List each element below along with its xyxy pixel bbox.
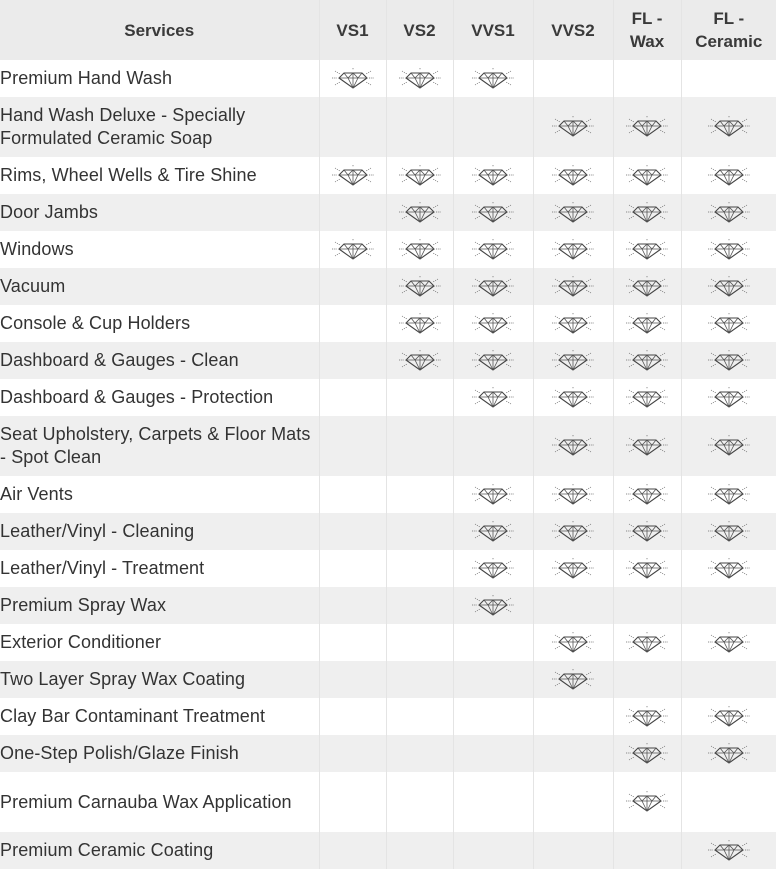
- diamond-icon: [550, 435, 596, 457]
- tier-cell: [613, 698, 681, 735]
- diamond-icon: [706, 165, 752, 187]
- tier-cell: [613, 194, 681, 231]
- tier-cell: [319, 832, 386, 869]
- tier-cell: [386, 550, 453, 587]
- tier-cell: [613, 379, 681, 416]
- tier-cell: [533, 661, 613, 698]
- tier-cell: [319, 661, 386, 698]
- table-row: [0, 513, 776, 550]
- tier-cell: [533, 735, 613, 772]
- tier-cell: [681, 342, 776, 379]
- diamond-icon: [706, 632, 752, 654]
- diamond-icon: [706, 239, 752, 261]
- diamond-icon: [330, 239, 376, 261]
- tier-cell: [681, 379, 776, 416]
- diamond-icon: [706, 840, 752, 862]
- tier-cell: [319, 416, 386, 476]
- tier-cell: [533, 342, 613, 379]
- diamond-icon: [470, 558, 516, 580]
- diamond-icon: [470, 239, 516, 261]
- tier-cell: [453, 194, 533, 231]
- tier-cell: [613, 97, 681, 157]
- table-row: [0, 60, 776, 97]
- diamond-icon: [624, 202, 670, 224]
- tier-cell: [386, 698, 453, 735]
- tier-cell: [613, 735, 681, 772]
- tier-cell: [533, 513, 613, 550]
- service-name: Exterior Conditioner: [0, 624, 319, 661]
- tier-cell: [681, 832, 776, 869]
- diamond-icon: [397, 350, 443, 372]
- tier-cell: [453, 772, 533, 832]
- table-row: [0, 735, 776, 772]
- diamond-icon: [470, 521, 516, 543]
- tier-cell: [319, 268, 386, 305]
- tier-cell: [533, 231, 613, 268]
- tier-cell: [681, 416, 776, 476]
- service-name: One-Step Polish/Glaze Finish: [0, 735, 319, 772]
- service-name: Dashboard & Gauges - Clean: [0, 342, 319, 379]
- diamond-icon: [624, 558, 670, 580]
- service-name: Hand Wash Deluxe - Specially Formulated Ceramic Soap: [0, 97, 319, 157]
- tier-cell: [453, 587, 533, 624]
- service-name: Air Vents: [0, 476, 319, 513]
- table-row: [0, 550, 776, 587]
- diamond-icon: [470, 276, 516, 298]
- tier-cell: [613, 268, 681, 305]
- tier-cell: [613, 342, 681, 379]
- diamond-icon: [470, 165, 516, 187]
- service-name: Dashboard & Gauges - Protection: [0, 379, 319, 416]
- table-row: [0, 97, 776, 157]
- diamond-icon: [706, 558, 752, 580]
- tier-cell: [613, 60, 681, 97]
- tier-cell: [681, 305, 776, 342]
- tier-cell: [453, 231, 533, 268]
- tier-cell: [386, 624, 453, 661]
- table-row: [0, 305, 776, 342]
- tier-cell: [681, 157, 776, 194]
- header-fl-ceramic-label: FL - Ceramic: [695, 9, 763, 51]
- tier-cell: [319, 379, 386, 416]
- diamond-icon: [550, 276, 596, 298]
- tier-cell: [319, 97, 386, 157]
- table-row: [0, 157, 776, 194]
- tier-cell: [613, 624, 681, 661]
- tier-cell: [613, 416, 681, 476]
- tier-cell: [319, 735, 386, 772]
- diamond-icon: [397, 68, 443, 90]
- tier-cell: [613, 832, 681, 869]
- diamond-icon: [550, 669, 596, 691]
- diamond-icon: [624, 239, 670, 261]
- tier-cell: [386, 342, 453, 379]
- diamond-icon: [397, 313, 443, 335]
- diamond-icon: [397, 202, 443, 224]
- header-vvs2: VVS2: [533, 0, 613, 60]
- diamond-icon: [706, 202, 752, 224]
- table-row: [0, 416, 776, 476]
- diamond-icon: [550, 387, 596, 409]
- header-vs2: VS2: [386, 0, 453, 60]
- diamond-icon: [624, 484, 670, 506]
- diamond-icon: [550, 350, 596, 372]
- tier-cell: [386, 661, 453, 698]
- tier-cell: [453, 379, 533, 416]
- tier-cell: [681, 60, 776, 97]
- diamond-icon: [470, 387, 516, 409]
- tier-cell: [681, 735, 776, 772]
- tier-cell: [453, 60, 533, 97]
- tier-cell: [681, 772, 776, 832]
- table-row: [0, 342, 776, 379]
- tier-cell: [533, 698, 613, 735]
- diamond-icon: [470, 313, 516, 335]
- diamond-icon: [624, 313, 670, 335]
- tier-cell: [453, 268, 533, 305]
- tier-cell: [681, 624, 776, 661]
- tier-cell: [613, 550, 681, 587]
- service-name: Seat Upholstery, Carpets & Floor Mats - Spot Clean: [0, 416, 319, 476]
- tier-cell: [613, 476, 681, 513]
- tier-cell: [453, 735, 533, 772]
- tier-cell: [386, 379, 453, 416]
- service-name: Rims, Wheel Wells & Tire Shine: [0, 157, 319, 194]
- tier-cell: [533, 60, 613, 97]
- diamond-icon: [624, 632, 670, 654]
- header-fl-wax-label: FL - Wax: [629, 9, 665, 51]
- table-row: [0, 587, 776, 624]
- tier-cell: [533, 550, 613, 587]
- tier-cell: [613, 513, 681, 550]
- diamond-icon: [470, 202, 516, 224]
- diamond-icon: [397, 165, 443, 187]
- diamond-icon: [624, 387, 670, 409]
- diamond-icon: [624, 706, 670, 728]
- tier-cell: [681, 268, 776, 305]
- tier-cell: [319, 513, 386, 550]
- header-vs1: VS1: [319, 0, 386, 60]
- tier-cell: [386, 513, 453, 550]
- diamond-icon: [550, 165, 596, 187]
- diamond-icon: [624, 791, 670, 813]
- diamond-icon: [706, 521, 752, 543]
- tier-cell: [613, 661, 681, 698]
- tier-cell: [533, 97, 613, 157]
- header-row: [0, 0, 776, 60]
- diamond-icon: [397, 239, 443, 261]
- service-name: Premium Ceramic Coating: [0, 832, 319, 869]
- diamond-icon: [550, 202, 596, 224]
- table-row: [0, 624, 776, 661]
- header-fl-wax: [613, 0, 681, 60]
- tier-cell: [319, 698, 386, 735]
- tier-cell: [453, 624, 533, 661]
- service-name: Vacuum: [0, 268, 319, 305]
- service-name: Leather/Vinyl - Cleaning: [0, 513, 319, 550]
- tier-cell: [681, 550, 776, 587]
- service-name: Premium Hand Wash: [0, 60, 319, 97]
- tier-cell: [681, 476, 776, 513]
- tier-cell: [319, 342, 386, 379]
- tier-cell: [319, 157, 386, 194]
- table-row: [0, 231, 776, 268]
- tier-cell: [613, 305, 681, 342]
- tier-cell: [613, 587, 681, 624]
- tier-cell: [319, 194, 386, 231]
- tier-cell: [613, 157, 681, 194]
- tier-cell: [613, 772, 681, 832]
- diamond-icon: [706, 484, 752, 506]
- diamond-icon: [624, 743, 670, 765]
- service-name: Premium Spray Wax: [0, 587, 319, 624]
- table-row: [0, 832, 776, 869]
- diamond-icon: [330, 68, 376, 90]
- tier-cell: [533, 416, 613, 476]
- table-row: [0, 268, 776, 305]
- table-row: [0, 772, 776, 832]
- tier-cell: [386, 157, 453, 194]
- diamond-icon: [624, 521, 670, 543]
- service-name: Clay Bar Contaminant Treatment: [0, 698, 319, 735]
- table-row: [0, 194, 776, 231]
- tier-cell: [681, 698, 776, 735]
- tier-cell: [453, 832, 533, 869]
- diamond-icon: [550, 558, 596, 580]
- tier-cell: [533, 476, 613, 513]
- diamond-icon: [706, 435, 752, 457]
- service-name: Windows: [0, 231, 319, 268]
- tier-cell: [386, 416, 453, 476]
- tier-cell: [533, 157, 613, 194]
- tier-cell: [386, 97, 453, 157]
- tier-cell: [681, 661, 776, 698]
- tier-cell: [319, 772, 386, 832]
- tier-cell: [386, 772, 453, 832]
- diamond-icon: [624, 435, 670, 457]
- tier-cell: [681, 513, 776, 550]
- diamond-icon: [624, 276, 670, 298]
- diamond-icon: [330, 165, 376, 187]
- tier-cell: [533, 772, 613, 832]
- diamond-icon: [550, 484, 596, 506]
- tier-cell: [533, 832, 613, 869]
- tier-cell: [613, 231, 681, 268]
- tier-cell: [453, 157, 533, 194]
- table-body: [0, 60, 776, 869]
- diamond-icon: [706, 276, 752, 298]
- diamond-icon: [706, 350, 752, 372]
- header-fl-ceramic: [681, 0, 776, 60]
- tier-cell: [533, 268, 613, 305]
- tier-cell: [386, 231, 453, 268]
- diamond-icon: [470, 484, 516, 506]
- tier-cell: [533, 194, 613, 231]
- tier-cell: [386, 832, 453, 869]
- tier-cell: [386, 305, 453, 342]
- diamond-icon: [706, 387, 752, 409]
- diamond-icon: [470, 68, 516, 90]
- tier-cell: [453, 476, 533, 513]
- service-name: Leather/Vinyl - Treatment: [0, 550, 319, 587]
- tier-cell: [681, 194, 776, 231]
- tier-cell: [386, 268, 453, 305]
- diamond-icon: [624, 165, 670, 187]
- tier-cell: [453, 513, 533, 550]
- table-row: [0, 698, 776, 735]
- diamond-icon: [706, 706, 752, 728]
- service-name: Door Jambs: [0, 194, 319, 231]
- diamond-icon: [550, 632, 596, 654]
- service-name: Premium Carnauba Wax Application: [0, 772, 319, 832]
- diamond-icon: [550, 116, 596, 138]
- tier-cell: [453, 550, 533, 587]
- tier-cell: [533, 587, 613, 624]
- diamond-icon: [706, 743, 752, 765]
- diamond-icon: [706, 116, 752, 138]
- tier-cell: [453, 661, 533, 698]
- diamond-icon: [470, 595, 516, 617]
- tier-cell: [453, 305, 533, 342]
- tier-cell: [681, 587, 776, 624]
- tier-cell: [319, 231, 386, 268]
- tier-cell: [533, 624, 613, 661]
- tier-cell: [386, 735, 453, 772]
- tier-cell: [319, 60, 386, 97]
- diamond-icon: [624, 350, 670, 372]
- header-vvs1: VVS1: [453, 0, 533, 60]
- tier-cell: [319, 550, 386, 587]
- diamond-icon: [397, 276, 443, 298]
- table-row: [0, 379, 776, 416]
- tier-cell: [533, 379, 613, 416]
- table-row: [0, 476, 776, 513]
- service-name: Console & Cup Holders: [0, 305, 319, 342]
- tier-cell: [681, 231, 776, 268]
- tier-cell: [453, 416, 533, 476]
- diamond-icon: [550, 521, 596, 543]
- diamond-icon: [624, 116, 670, 138]
- tier-cell: [319, 587, 386, 624]
- tier-cell: [386, 60, 453, 97]
- tier-cell: [453, 698, 533, 735]
- tier-cell: [386, 587, 453, 624]
- tier-cell: [386, 476, 453, 513]
- tier-cell: [453, 97, 533, 157]
- diamond-icon: [470, 350, 516, 372]
- table-row: [0, 661, 776, 698]
- diamond-icon: [550, 313, 596, 335]
- tier-cell: [681, 97, 776, 157]
- tier-cell: [319, 305, 386, 342]
- tier-cell: [319, 476, 386, 513]
- service-name: Two Layer Spray Wax Coating: [0, 661, 319, 698]
- tier-cell: [533, 305, 613, 342]
- tier-cell: [319, 624, 386, 661]
- diamond-icon: [550, 239, 596, 261]
- header-services: Services: [0, 0, 319, 60]
- tier-cell: [453, 342, 533, 379]
- tier-cell: [386, 194, 453, 231]
- diamond-icon: [706, 313, 752, 335]
